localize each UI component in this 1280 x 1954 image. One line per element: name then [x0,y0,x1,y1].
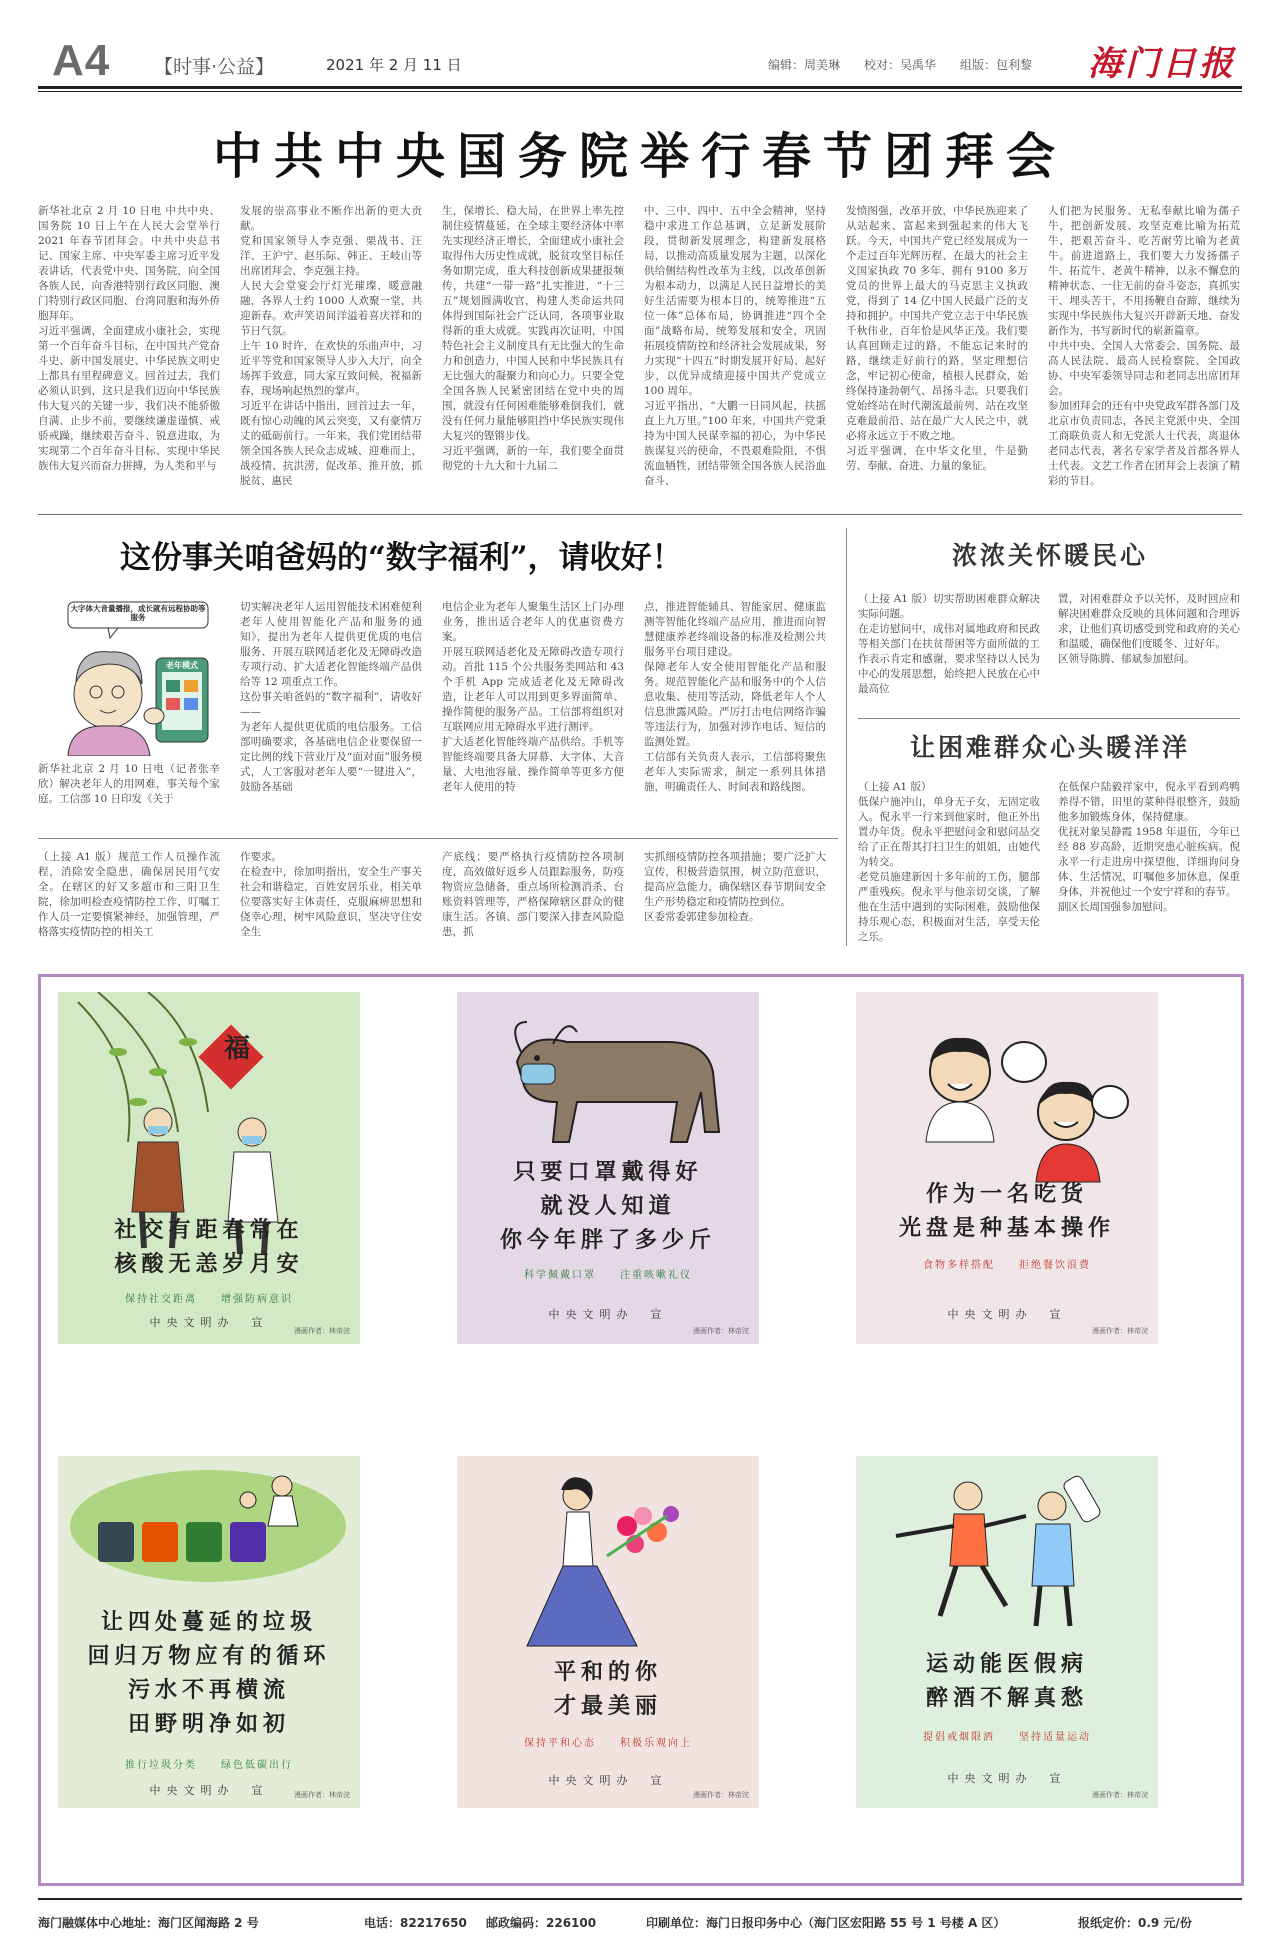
poster-line-1: 才最美丽 [553,1694,662,1719]
poster-line-0: 社交有距春常在 [114,1218,304,1243]
poster-line-1: 核酸无恙岁月安 [114,1252,304,1277]
right-box-divider [846,528,847,946]
poster-line-0: 作为一名吃货 [925,1182,1088,1207]
poster-calm-mind-illustration [457,1456,759,1808]
poster-clean-plate [856,992,1158,1344]
poster-fu-character: 福 [223,1034,250,1064]
continued-col-4: 实抓细疫情防控各项措施；要广泛扩大宣传，积极营造氛围，树立防范意识，提高应急能力，确保辖区春节期间安全生产形势稳定和疫情防控到位。 区委常委郭建参加检查。 [644,851,826,923]
poster-signature: 中央文明办 宣 [548,1308,668,1321]
poster-author: 漫画作者：林帝浣 [693,1327,749,1335]
poster-subtitle: 食物多样搭配 拒绝餐饮浪费 [923,1260,1091,1271]
poster-line-1: 就没人知道 [540,1194,676,1219]
footer-price: 报纸定价：0.9 元/份 [1078,1916,1192,1930]
paper-logo: 海门日报 [1088,44,1236,84]
illustration-caption: 大字体大音量播报，成长就有远程协助等服务 [70,604,206,622]
main-article-col-2: 发展的崇高事业不断作出新的更大贡献。 党和国家领导人李克强、栗战书、汪洋、王沪宁、赵乐际、韩正、王岐山等出席团拜会，李克强主持。 人民大会堂宴会厅灯光璀璨、暖意融融，各界人士约 1000 人欢聚一堂，共迎新春。欢声笑语间洋溢着喜庆祥和的节日气氛。 上午 10 时许，在欢快的乐曲声中，习近平等党和国家领导人步入大厅，向全场挥手致意，同大家互致问候，祝福新春，现场响起热烈的掌声。 习近平在讲话中指出，回首过去一年，既有惊心动魄的风云突变，又有豪情万丈的砥砺前行。一年来，我们党团结带领全国各族人民众志成城、迎难而上，战疫情、抗洪涝，促改革、推开放，抓脱贫、惠民 [240,205,422,487]
article2-col-4: 点，推进智能辅具、智能家居、健康监测等智能化终端产品应用，推进而向智慧健康养老终端设备的标准及检测公共服务平台项目建设。 保障老年人安全使用智能化产品和服务。规范智能化产品和服务中的个人信息收集、使用等活动，降低老年人个人信息泄露风险。严厉打击电信网络诈骗等违法行为，加强对涉诈电话、短信的监测处置。 工信部有关负责人表示，工信部将聚焦老年人实际需求，制定一系列具体措施，明确责任人、时间表和路线图。 [644,601,826,793]
article2-lead: 新华社北京 2 月 10 日电（记者张辛欣）解决老年人的用网难，事关每个家庭。工信部 10 日印发《关于 [38,763,220,805]
poster-line-0: 运动能医假病 [925,1652,1088,1677]
warmth-col-2: 在低保户陆毅祥家中，倪永平看到鸡鸭养得不错，田里的菜种得很整齐，鼓励他多加锻炼身体，保持健康。 优抚对象吴静霞 1958 年退伍，今年已经 88 岁高龄，近期突患心脏疾病。倪永平一行走进房中探望他，详细询问身体、生活情况，叮嘱他多加休息，保重身体，并祝他过一个安宁祥和的春节。 副区长周国强参加慰问。 [1058,781,1240,913]
footer-postcode: 邮政编码：226100 [486,1916,597,1930]
editor-credits: 编辑：周美琳 校对：吴禹华 组版：包利黎 [768,58,1033,72]
poster-author: 漫画作者：林帝浣 [294,1327,350,1335]
care-col-2: 置，对困难群众予以关怀，及时回应和解决困难群众反映的具体问题和合理诉求，让他们真切感受到党和政府的关心和温暖，确保他们度暖冬、过好年。 区领导陈腾、郁斌参加慰问。 [1058,593,1240,665]
poster-signature: 中央文明办 宣 [947,1772,1067,1785]
poster-line-0: 只要口罩戴得好 [513,1160,703,1185]
footer-printer: 印刷单位：海门日报印务中心（海门区宏阳路 55 号 1 号楼 A 区） [646,1916,1006,1930]
continued-col-1: （上接 A1 版）规范工作人员操作流程，消除安全隐患，确保居民用气安全。在辖区的好又多超市和三阳卫生院，徐加明检查疫情防控工作，叮嘱工作人员一定要慎紧神经，加强管理，严格落实疫情防控的相关工 [38,851,220,938]
main-article-col-6: 人们把为民服务、无私奉献比喻为孺子牛，把创新发展、攻坚克难比喻为拓荒牛，把艰苦奋斗、吃苦耐劳比喻为老黄牛。前进道路上，我们要大力发扬孺子牛、拓荒牛、老黄牛精神，以永不懈怠的精神状态、一往无前的奋斗姿态，真抓实干、埋头苦干，不用扬鞭自奋蹄，继续为实现中华民族伟大复兴开辟新天地、奋发新作为，书写新时代的崭新篇章。 中共中央、全国人大常委会、国务院、最高人民法院、最高人民检察院、全国政协、中央军委领导同志和老同志出席团拜会。 参加团拜会的还有中央党政军群各部门及北京市负责同志，各民主党派中央、全国工商联负责人和无党派人士代表，离退休老同志代表，著名专家学者及首都各界人士代表。文艺工作者在团拜会上表演了精彩的节目。 [1048,205,1240,487]
poster-line-3: 田野明净如初 [127,1712,290,1737]
continued-col-2: 作要求。 在检查中，徐加明指出，安全生产事关社会和谐稳定，百姓安居乐业，相关单位要落实好主体责任，克服麻痹思想和侥幸心理，树牢风险意识，坚决守住安全生 [240,851,422,938]
poster-line-0: 平和的你 [553,1660,662,1685]
poster-signature: 中央文明办 宣 [947,1308,1067,1321]
poster-line-1: 醉酒不解真愁 [925,1686,1088,1711]
footer-address: 海门融媒体中心地址：海门区闻海路 2 号 [38,1916,259,1930]
main-article-col-1: 新华社北京 2 月 10 日电 中共中央、国务院 10 日上午在人民大会堂举行 2021 年春节团拜会。中共中央总书记、国家主席、中央军委主席习近平发表讲话，代表党中央、国务院，向全国各族人民，向香港特别行政区同胞、澳门特别行政区同胞、台湾同胞和海外侨胞拜年。 习近平强调，全面建成小康社会，实现第一个百年奋斗目标，在中国共产党奋斗史、新中国发展史、中华民族文明史上都具有里程碑意义。回首过去，我们必须认识到，这只是我们迈向中华民族伟大复兴的关键一步，我们决不能骄傲自满、止步不前，要继续谦虚谨慎、戒骄戒躁，继续艰苦奋斗、锐意进取，为实现第二个百年奋斗目标、实现中华民族伟大复兴而奋力拼搏，为人类和平与 [38,205,220,472]
main-headline: 中共中央国务院举行春节团拜会 [212,127,1067,185]
poster-line-0: 让四处蔓延的垃圾 [100,1610,317,1635]
poster-subtitle: 保持社交距离 增强防病意识 [125,1294,293,1305]
poster-signature: 中央文明办 宣 [149,1316,269,1329]
poster-subtitle: 保持平和心态 积极乐观向上 [524,1738,692,1749]
main-article-col-4: 中、三中、四中、五中全会精神，坚持稳中求进工作总基调，立足新发展阶段，贯彻新发展理念，构建新发展格局，以推动高质量发展为主题，以深化供给侧结构性改革为主线，以改革创新为根本动力，以满足人民日益增长的美好生活需要为根本目的，统筹推进“五位一体”总体布局，协调推进“四个全面”战略布局，统筹发展和安全，巩固拓展疫情防控和经济社会发展成果，努力实现“十四五”时期发展开好局、起好步，以优异成绩迎接中国共产党成立 100 周年。 习近平指出，“大鹏一日同风起，扶摇直上九万里。”100 年来，中国共产党秉持为中国人民谋幸福的初心，为中华民族谋复兴的使命，不畏艰难险阻，不惧流血牺牲，团结带领全国各族人民浴血奋斗、 [644,205,826,487]
poster-exercise-illustration [856,1456,1158,1808]
care-col-1: （上接 A1 版）切实帮助困难群众解决实际问题。 在走访慰问中，成伟对属地政府和民政等相关部门在扶贫帮困等方面所做的工作表示肯定和感谢，要求坚持以人民为中心的发展思想，始终把人民放在心中最高位 [858,593,1040,695]
warmth-col-1: （上接 A1 版） 低保户施冲山，单身无子女，无固定收入。倪永平一行来到他家时，他正外出置办年货。倪永平把慰问金和慰问品交给了正在帮其打扫卫生的姐姐，由她代为转交。 老党员施建新因十多年前的工伤，腿部严重残疾。倪永平与他亲切交谈，了解他在生活中遇到的实际困难，鼓励他保持乐观心态，积极面对生活，享受天伦之乐。 [858,781,1040,943]
poster-social-distance [58,992,360,1344]
poster-garbage-sorting [58,1456,360,1808]
article2-col-3: 电信企业为老年人聚集生活区上门办理业务，推出适合老年人的优惠资费方案。 开展互联网适老化及无障碍改造专项行动。首批 115 个公共服务类网站和 43 个手机 App 完成适老化及无障碍改造，让老年人可以用到更多界面简单、操作简便的服务产品。工信部将组织对互联网应用无障碍水平进行测评。 扩大适老化智能终端产品供给。手机等智能终端要具备大屏幕、大字体、大音量、大电池容量、操作简单等更多方便老年人使用的特 [442,601,624,793]
poster-subtitle: 提倡戒烟限酒 坚持适量运动 [923,1732,1091,1743]
publication-date: 2021 年 2 月 11 日 [326,56,462,74]
footer-rule [38,1898,1242,1900]
illustration-screen-label: 老年模式 [166,661,198,670]
elder-phone-illustration [38,598,238,756]
poster-signature: 中央文明办 宣 [149,1784,269,1797]
continued-divider [38,838,838,839]
poster-subtitle: 推行垃圾分类 绿色低碳出行 [125,1760,293,1771]
header-rule-thin [38,91,1242,92]
footer-phone: 电话：82217650 [364,1916,467,1930]
poster-line-2: 污水不再横流 [127,1678,290,1703]
page-number: A4 [52,36,111,85]
header-rule [38,86,1242,89]
poster-subtitle: 科学佩戴口罩 注重咳嗽礼仪 [524,1270,692,1281]
poster-line-1: 光盘是种基本操作 [898,1216,1115,1241]
poster-author: 漫画作者：林帝浣 [1092,1327,1148,1335]
page-header [38,30,1242,86]
poster-author: 漫画作者：林帝浣 [1092,1791,1148,1799]
main-article-col-3: 生，保增长、稳大局，在世界上率先控制住疫情蔓延，在全球主要经济体中率先实现经济正增长，全面建成小康社会取得伟大历史性成就，脱贫攻坚目标任务如期完成，重大科技创新成果捷报频传，共建“一带一路”扎实推进，“十三五”规划圆满收官，构建人类命运共同体得到国际社会广泛认同，各项事业取得新的重大成就。实践再次证明，中国特色社会主义制度具有无比强大的生命力和创造力，中国人民和中华民族具有无比强大的凝聚力和向心力。只要全党全国各族人民紧密团结在党中央的周围，就没有任何困难能够难倒我们，就没有任何力量能够阻挡中华民族实现伟大复兴的铿锵步伐。 习近平强调，新的一年，我们要全面贯彻党的十九大和十九届二 [442,205,624,472]
poster-line-1: 回归万物应有的循环 [87,1644,331,1669]
article2-col-2: 切实解决老年人运用智能技术困难便利老年人使用智能化产品和服务的通知》，提出为老年人提供更优质的电信服务、开展互联网适老化及无障碍改造专项行动、扩大适老化智能终端产品供给等 12 项重点工作。 这份事关咱爸妈的“数字福利”，请收好—— 为老年人提供更优质的电信服务。工信部明确要求，各基础电信企业要保留一定比例的线下营业厅及“面对面”服务模式，人工客服对老年人要“一键进入”，鼓励各基础 [240,601,422,793]
care-headline: 浓浓关怀暖民心 [951,541,1148,570]
page-footer [38,1906,1242,1934]
poster-line-2: 你今年胖了多少斤 [499,1228,716,1253]
warmth-headline: 让困难群众心头暖洋洋 [909,733,1190,762]
poster-signature: 中央文明办 宣 [548,1774,668,1787]
right-box-inner-divider [858,718,1240,719]
section-divider [38,514,1242,515]
digital-welfare-headline: 这份事关咱爸妈的“数字福利”，请收好！ [120,540,683,576]
poster-mask [457,992,759,1344]
continued-col-3: 产底线；要严格执行疫情防控各项制度，高效做好返乡人员跟踪服务，防疫物资应急储备，重点场所检测消杀、台账资料管理等，严格保障辖区群众的健康生活。各镇、部门要深入排查风险隐患，抓 [442,851,624,938]
section-label: 【时事·公益】 [154,56,275,78]
poster-exercise [856,1456,1158,1808]
poster-clean-plate-illustration [856,992,1158,1344]
poster-author: 漫画作者：林帝浣 [693,1791,749,1799]
poster-author: 漫画作者：林帝浣 [294,1791,350,1799]
poster-calm-mind [457,1456,759,1808]
main-article-col-5: 发愤图强，改革开放，中华民族迎来了从站起来、富起来到强起来的伟大飞跃。今天，中国共产党已经发展成为一个走过百年光辉历程、在最大的社会主义国家执政 70 多年、拥有 9100 多万党员的世界上最大的马克思主义执政党，得到了 14 亿中国人民最广泛的支持和拥护。中国共产党立志于中华民族千秋伟业，百年恰是风华正茂。我们要认真回顾走过的路，不能忘记来时的路，继续走好前行的路，坚定理想信念，牢记初心使命，植根人民群众，始终保持逢勃朝气、昂扬斗志。只要我们党始终站在时代潮流最前列、站在攻坚克难最前沿、站在最广大人民之中，就必将永远立于不败之地。 习近平强调，在中华文化里，牛是勤劳、奉献、奋进、力量的象征。 [846,205,1028,472]
